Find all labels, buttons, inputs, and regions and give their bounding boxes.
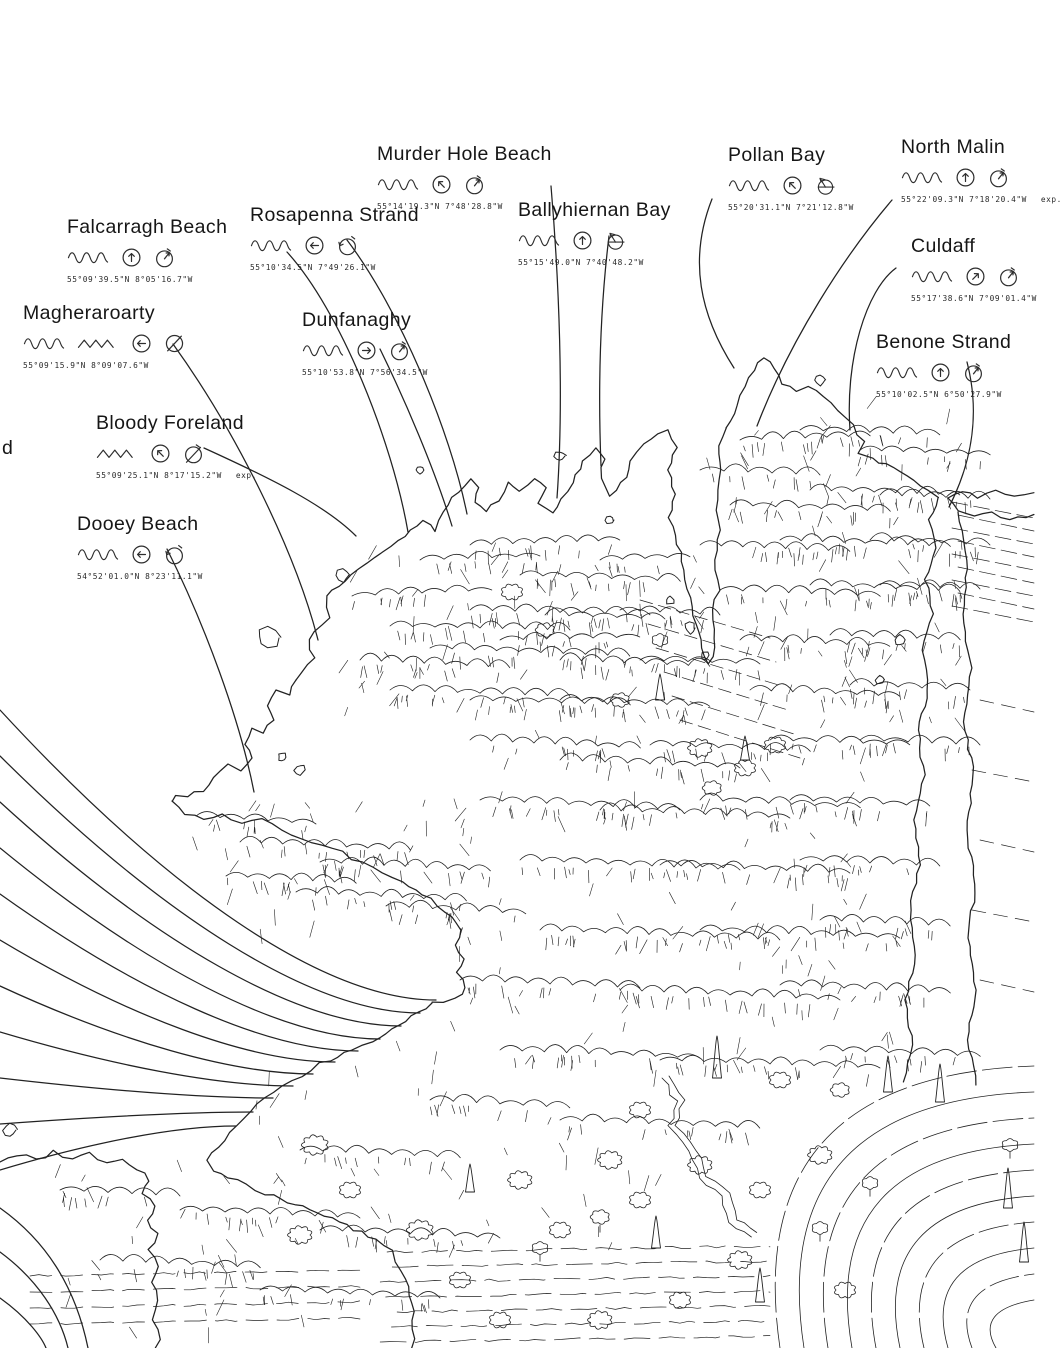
spot-label-ballyhiernan-bay [518, 199, 671, 267]
waves-icon [377, 174, 419, 194]
chop-icon [77, 333, 119, 353]
tide-clock-reverse-icon [164, 544, 185, 565]
tide-clock-icon [963, 362, 984, 383]
spot-name: Culdaff [911, 235, 976, 257]
arrow-nw-circle-icon [431, 174, 452, 195]
spot-name: Benone Strand [876, 331, 1012, 353]
waves-icon [901, 167, 943, 187]
spot-name: Magheraroarty [23, 302, 156, 324]
tide-clock-reverse-icon [337, 235, 358, 256]
tide-clock-icon [988, 167, 1009, 188]
spot-coordinates: 55°22'09.3"N 7°18'20.4"W exp. [901, 195, 1062, 204]
waves-icon [911, 266, 953, 286]
spot-icons [23, 332, 185, 354]
spot-coordinates: 55°09'39.5"N 8°05'16.7"W [67, 275, 193, 284]
spot-coordinates: 55°10'34.5"N 7°49'26.1"W [250, 263, 376, 272]
tide-clock-icon [998, 266, 1019, 287]
arrow-n-circle-icon [930, 362, 951, 383]
spot-label-benone-strand [876, 331, 1011, 399]
spot-icons [377, 173, 552, 195]
arrow-n-circle-icon [121, 247, 142, 268]
spot-label-bloody-foreland [96, 412, 257, 480]
arrow-w-circle-icon [131, 333, 152, 354]
spot-name: Dooey Beach [77, 513, 199, 535]
arrow-w-circle-icon [131, 544, 152, 565]
tide-flag-icon [605, 230, 626, 251]
spot-label-dooey-beach [77, 513, 203, 581]
spot-coordinates: 55°10'02.5"N 6°50'27.9"W [876, 390, 1002, 399]
spot-name: Ballyhiernan Bay [518, 199, 671, 221]
spot-icons [67, 246, 227, 268]
waves-icon [250, 235, 292, 255]
arrow-e-circle-icon [356, 340, 377, 361]
spot-coordinates: 55°15'49.0"N 7°40'48.2"W [518, 258, 644, 267]
tide-clock-icon [154, 247, 175, 268]
waves-icon [302, 340, 344, 360]
spot-label-magheraroarty [23, 302, 185, 370]
spot-coordinates: 54°52'01.0"N 8°23'11.1"W [77, 572, 203, 581]
spot-coordinates: 55°10'53.8"N 7°56'34.5"W [302, 368, 428, 377]
spot-name: North Malin [901, 136, 1006, 158]
spot-icons [911, 265, 1037, 287]
spot-coordinates: 55°09'25.1"N 8°17'15.2"W exp. [96, 471, 257, 480]
spot-label-falcarragh-beach [67, 216, 227, 284]
spot-icons [302, 339, 428, 361]
arrow-nw-circle-icon [150, 443, 171, 464]
spot-coordinates: 55°09'15.9"N 8°09'07.6"W [23, 361, 149, 370]
tide-flag-icon [815, 175, 836, 196]
arrow-ne-circle-icon [965, 266, 986, 287]
spot-icons [901, 166, 1062, 188]
expert-tag: exp. [235, 471, 257, 480]
spot-name: Rosapenna Strand [250, 204, 420, 226]
arrow-nw-circle-icon [782, 175, 803, 196]
spot-label-rosapenna-strand [250, 204, 419, 272]
spot-icons [77, 543, 203, 565]
expert-tag: exp. [1040, 195, 1062, 204]
tide-clock-icon [389, 340, 410, 361]
waves-icon [23, 333, 65, 353]
spot-name: Bloody Foreland [96, 412, 245, 434]
spot-icons [518, 229, 671, 251]
spot-label-culdaff [911, 235, 1037, 303]
waves-icon [876, 362, 918, 382]
no-symbol-icon [164, 333, 185, 354]
waves-icon [67, 247, 109, 267]
spot-icons [250, 234, 419, 256]
spot-label-pollan-bay [728, 144, 854, 212]
chop-icon [96, 443, 138, 463]
spot-label-dunfanaghy [302, 309, 428, 377]
spot-icons [96, 442, 257, 464]
arrow-w-circle-icon [304, 235, 325, 256]
arrow-n-circle-icon [955, 167, 976, 188]
spot-name: Murder Hole Beach [377, 143, 552, 165]
waves-icon [518, 230, 560, 250]
tide-clock-off-icon [183, 443, 204, 464]
tide-clock-icon [464, 174, 485, 195]
spot-icons [876, 361, 1011, 383]
arrow-n-circle-icon [572, 230, 593, 251]
spot-icons [728, 174, 854, 196]
spot-coordinates: 55°20'31.1"N 7°21'12.8"W [728, 203, 854, 212]
waves-icon [728, 175, 770, 195]
cut-off-label-fragment: d [2, 437, 13, 459]
spot-coordinates: 55°14'19.3"N 7°48'28.8"W [377, 202, 503, 211]
spot-name: Falcarragh Beach [67, 216, 228, 238]
waves-icon [77, 544, 119, 564]
spot-name: Pollan Bay [728, 144, 826, 166]
spot-coordinates: 55°17'38.6"N 7°09'01.4"W [911, 294, 1037, 303]
spot-label-north-malin [901, 136, 1062, 204]
spot-name: Dunfanaghy [302, 309, 412, 331]
